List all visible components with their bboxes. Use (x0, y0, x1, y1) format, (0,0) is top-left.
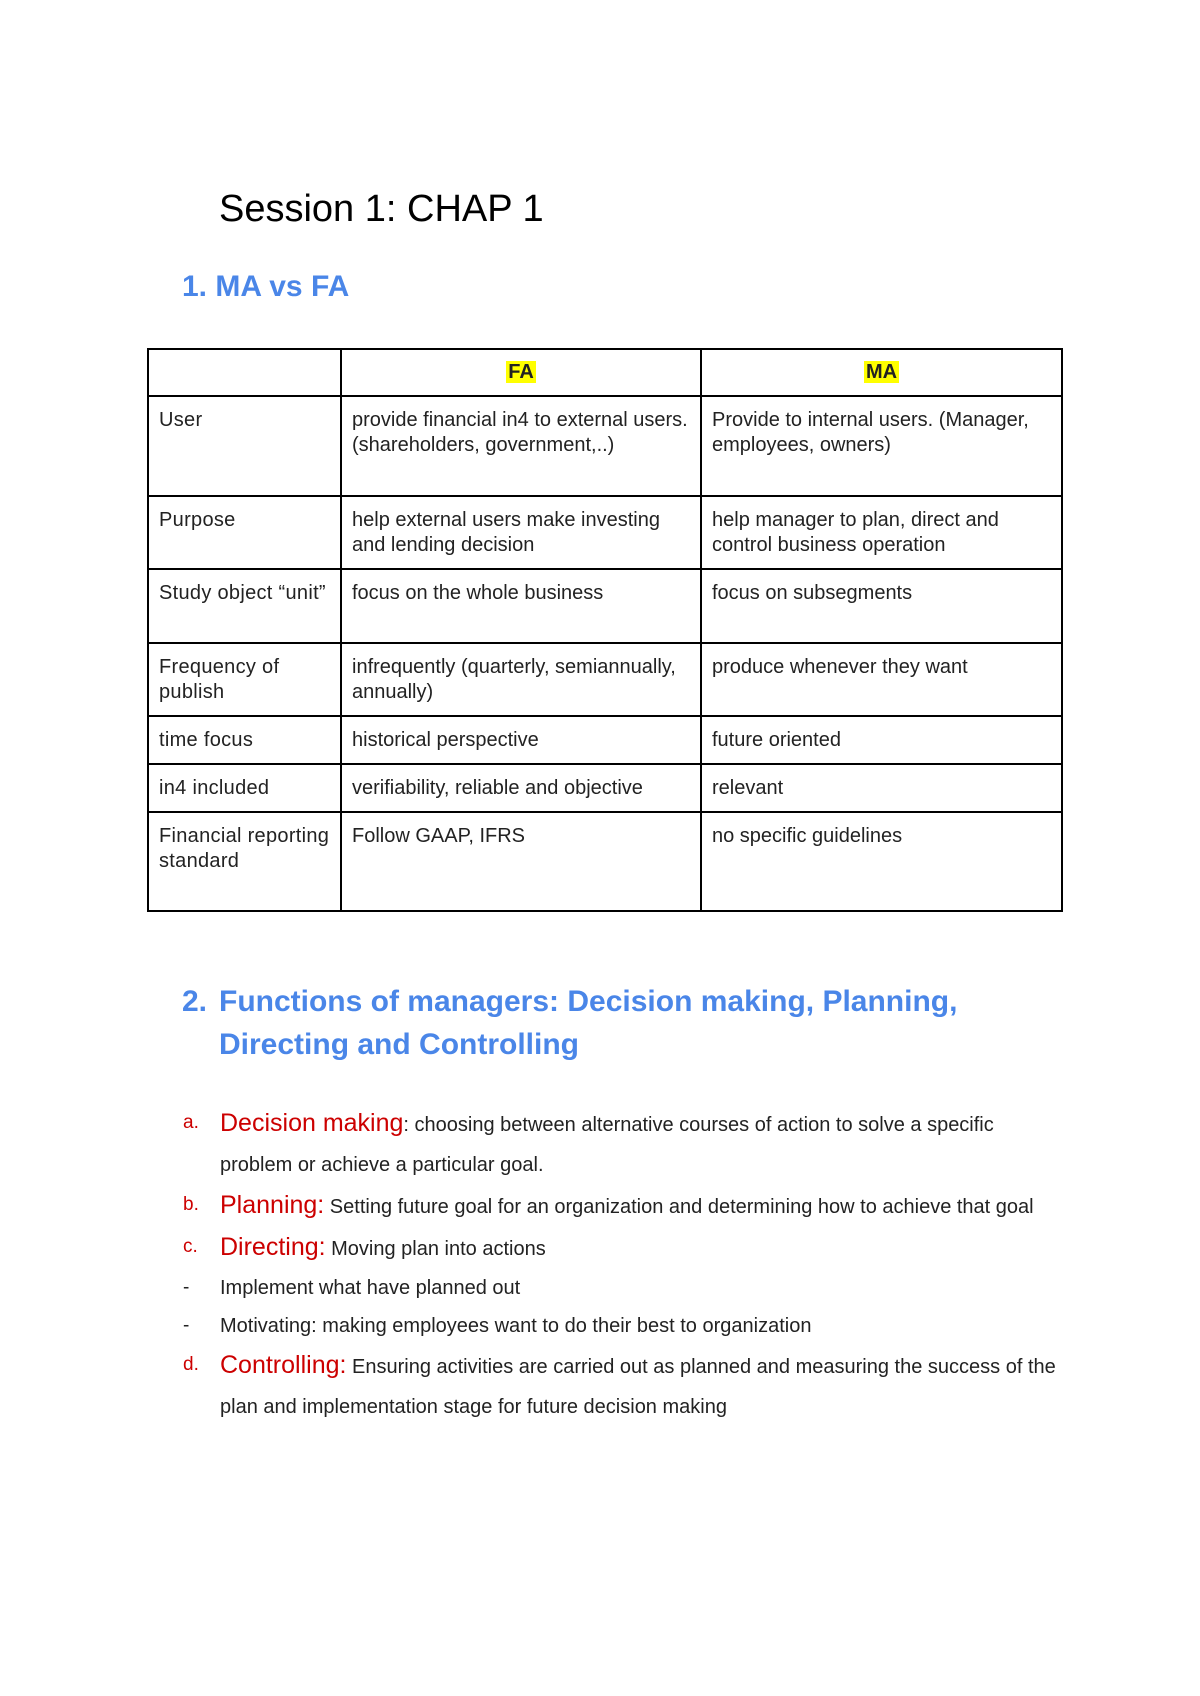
list-marker: - (183, 1277, 190, 1298)
function-term: Controlling: (220, 1351, 347, 1379)
table-row (148, 496, 1062, 569)
list-marker: c. (183, 1236, 198, 1257)
section-1-heading (182, 270, 349, 304)
function-description: : choosing between alternative courses of action to solve a specific problem or achieve a particular goal. (220, 1114, 994, 1176)
table-row (148, 569, 1062, 643)
list-item (180, 1185, 1060, 1227)
list-item (180, 1307, 1060, 1345)
ma-cell: no specific guidelines (701, 812, 1062, 911)
comparison-table (147, 348, 1063, 912)
list-marker: d. (183, 1354, 199, 1375)
fa-cell: focus on the whole business (341, 569, 701, 643)
section-2-heading (182, 980, 1062, 1066)
fa-cell: historical perspective (341, 716, 701, 764)
list-marker: a. (183, 1112, 199, 1133)
function-description: Moving plan into actions (325, 1238, 546, 1260)
function-term: Planning: (220, 1191, 325, 1219)
table-row (148, 396, 1062, 496)
list-item (180, 1269, 1060, 1307)
fa-cell: infrequently (quarterly, semiannually, annually) (341, 643, 701, 716)
section-2-number: 2. (182, 985, 208, 1018)
section-2-title: Functions of managers: Decision making, Planning, Directing and Controlling (219, 985, 958, 1061)
function-description: Motivating: making employees want to do their best to organization (220, 1315, 812, 1337)
table-header-row (148, 349, 1062, 396)
list-marker: - (183, 1315, 190, 1336)
function-description: Ensuring activities are carried out as planned and measuring the success of the plan and implementation stage for future decision making (220, 1356, 1056, 1418)
table-header-empty (148, 349, 341, 396)
table-row (148, 812, 1062, 911)
ma-cell: help manager to plan, direct and control business operation (701, 496, 1062, 569)
ma-cell: relevant (701, 764, 1062, 812)
section-1-title: MA vs FA (215, 270, 350, 303)
functions-list (180, 1103, 1060, 1427)
page-title: Session 1: CHAP 1 (219, 188, 544, 230)
fa-cell: help external users make investing and lending decision (341, 496, 701, 569)
list-item (180, 1345, 1060, 1427)
row-label: in4 included (148, 764, 341, 812)
ma-header-label: MA (865, 361, 898, 383)
function-term: Decision making (220, 1109, 404, 1137)
table-header-fa (341, 349, 701, 396)
table-row (148, 716, 1062, 764)
ma-cell: Provide to internal users. (Manager, employees, owners) (701, 396, 1062, 496)
list-marker: b. (183, 1194, 199, 1215)
fa-cell: Follow GAAP, IFRS (341, 812, 701, 911)
function-description: Setting future goal for an organization and determining how to achieve that goal (324, 1196, 1034, 1218)
table-row (148, 643, 1062, 716)
ma-cell: focus on subsegments (701, 569, 1062, 643)
fa-header-label: FA (508, 361, 534, 383)
row-label: Purpose (148, 496, 341, 569)
list-item (180, 1103, 1060, 1185)
list-item (180, 1227, 1060, 1269)
row-label: Study object “unit” (148, 569, 341, 643)
table-header-ma (701, 349, 1062, 396)
row-label: User (148, 396, 341, 496)
section-1-number: 1. (182, 270, 208, 303)
fa-cell: provide financial in4 to external users. (shareholders, government,..) (341, 396, 701, 496)
row-label: Financial reporting standard (148, 812, 341, 911)
row-label: Frequency of publish (148, 643, 341, 716)
ma-cell: produce whenever they want (701, 643, 1062, 716)
row-label: time focus (148, 716, 341, 764)
function-description: Implement what have planned out (220, 1277, 521, 1299)
fa-cell: verifiability, reliable and objective (341, 764, 701, 812)
ma-cell: future oriented (701, 716, 1062, 764)
table-row (148, 764, 1062, 812)
function-term: Directing: (220, 1233, 326, 1261)
